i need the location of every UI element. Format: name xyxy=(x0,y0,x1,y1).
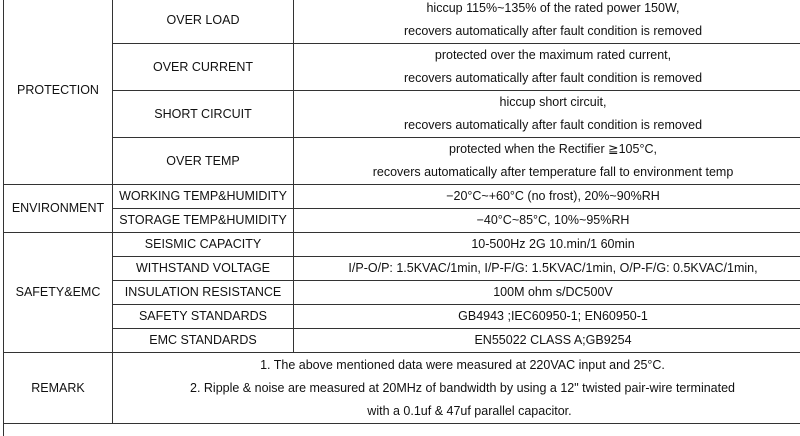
withstand-voltage-value: I/P-O/P: 1.5KVAC/1min, I/P-F/G: 1.5KVAC/1min, O/P-F/G: 0.5KVAC/1min, xyxy=(294,257,800,281)
over-load-line-2: recovers automatically after fault condition is removed xyxy=(296,20,800,43)
safety-standards-label: SAFETY STANDARDS xyxy=(113,305,294,329)
remark-category: REMARK xyxy=(4,353,113,424)
over-temp-value xyxy=(294,138,800,185)
environment-category: ENVIRONMENT xyxy=(4,185,113,233)
insulation-resistance-label: INSULATION RESISTANCE xyxy=(113,281,294,305)
remark-line-1: 1. The above mentioned data were measured at 220VAC input and 25°C. xyxy=(115,354,800,377)
short-circuit-line-1: hiccup short circuit, xyxy=(296,91,800,114)
working-temp-label: WORKING TEMP&HUMIDITY xyxy=(113,185,294,209)
short-circuit-label: SHORT CIRCUIT xyxy=(113,91,294,138)
table-bottom-edge xyxy=(4,424,800,436)
remark-line-2: 2. Ripple & noise are measured at 20MHz of bandwidth by using a 12" twisted pair-wire terminated xyxy=(115,377,800,400)
protection-category: PROTECTION xyxy=(4,0,113,185)
spec-table xyxy=(3,0,800,436)
remark-text xyxy=(113,353,800,424)
short-circuit-line-2: recovers automatically after fault condition is removed xyxy=(296,114,800,137)
safety-standards-value: GB4943 ;IEC60950-1; EN60950-1 xyxy=(294,305,800,329)
working-temp-value: −20°C~+60°C (no frost), 20%~90%RH xyxy=(294,185,800,209)
over-temp-line-1: protected when the Rectifier ≧105°C, xyxy=(296,138,800,161)
safety-emc-category: SAFETY&EMC xyxy=(4,233,113,353)
over-current-value xyxy=(294,44,800,91)
over-temp-line-2: recovers automatically after temperature fall to environment temp xyxy=(296,161,800,184)
emc-standards-label: EMC STANDARDS xyxy=(113,329,294,353)
withstand-voltage-label: WITHSTAND VOLTAGE xyxy=(113,257,294,281)
over-load-label: OVER LOAD xyxy=(113,0,294,44)
over-current-line-1: protected over the maximum rated current, xyxy=(296,44,800,67)
seismic-value: 10-500Hz 2G 10.min/1 60min xyxy=(294,233,800,257)
storage-temp-value: −40°C~85°C, 10%~95%RH xyxy=(294,209,800,233)
over-load-value xyxy=(294,0,800,44)
over-current-line-2: recovers automatically after fault condition is removed xyxy=(296,67,800,90)
over-temp-label: OVER TEMP xyxy=(113,138,294,185)
seismic-label: SEISMIC CAPACITY xyxy=(113,233,294,257)
over-load-line-1: hiccup 115%~135% of the rated power 150W, xyxy=(296,0,800,20)
storage-temp-label: STORAGE TEMP&HUMIDITY xyxy=(113,209,294,233)
remark-line-3: with a 0.1uf & 47uf parallel capacitor. xyxy=(115,400,800,423)
emc-standards-value: EN55022 CLASS A;GB9254 xyxy=(294,329,800,353)
insulation-resistance-value: 100M ohm s/DC500V xyxy=(294,281,800,305)
short-circuit-value xyxy=(294,91,800,138)
over-current-label: OVER CURRENT xyxy=(113,44,294,91)
